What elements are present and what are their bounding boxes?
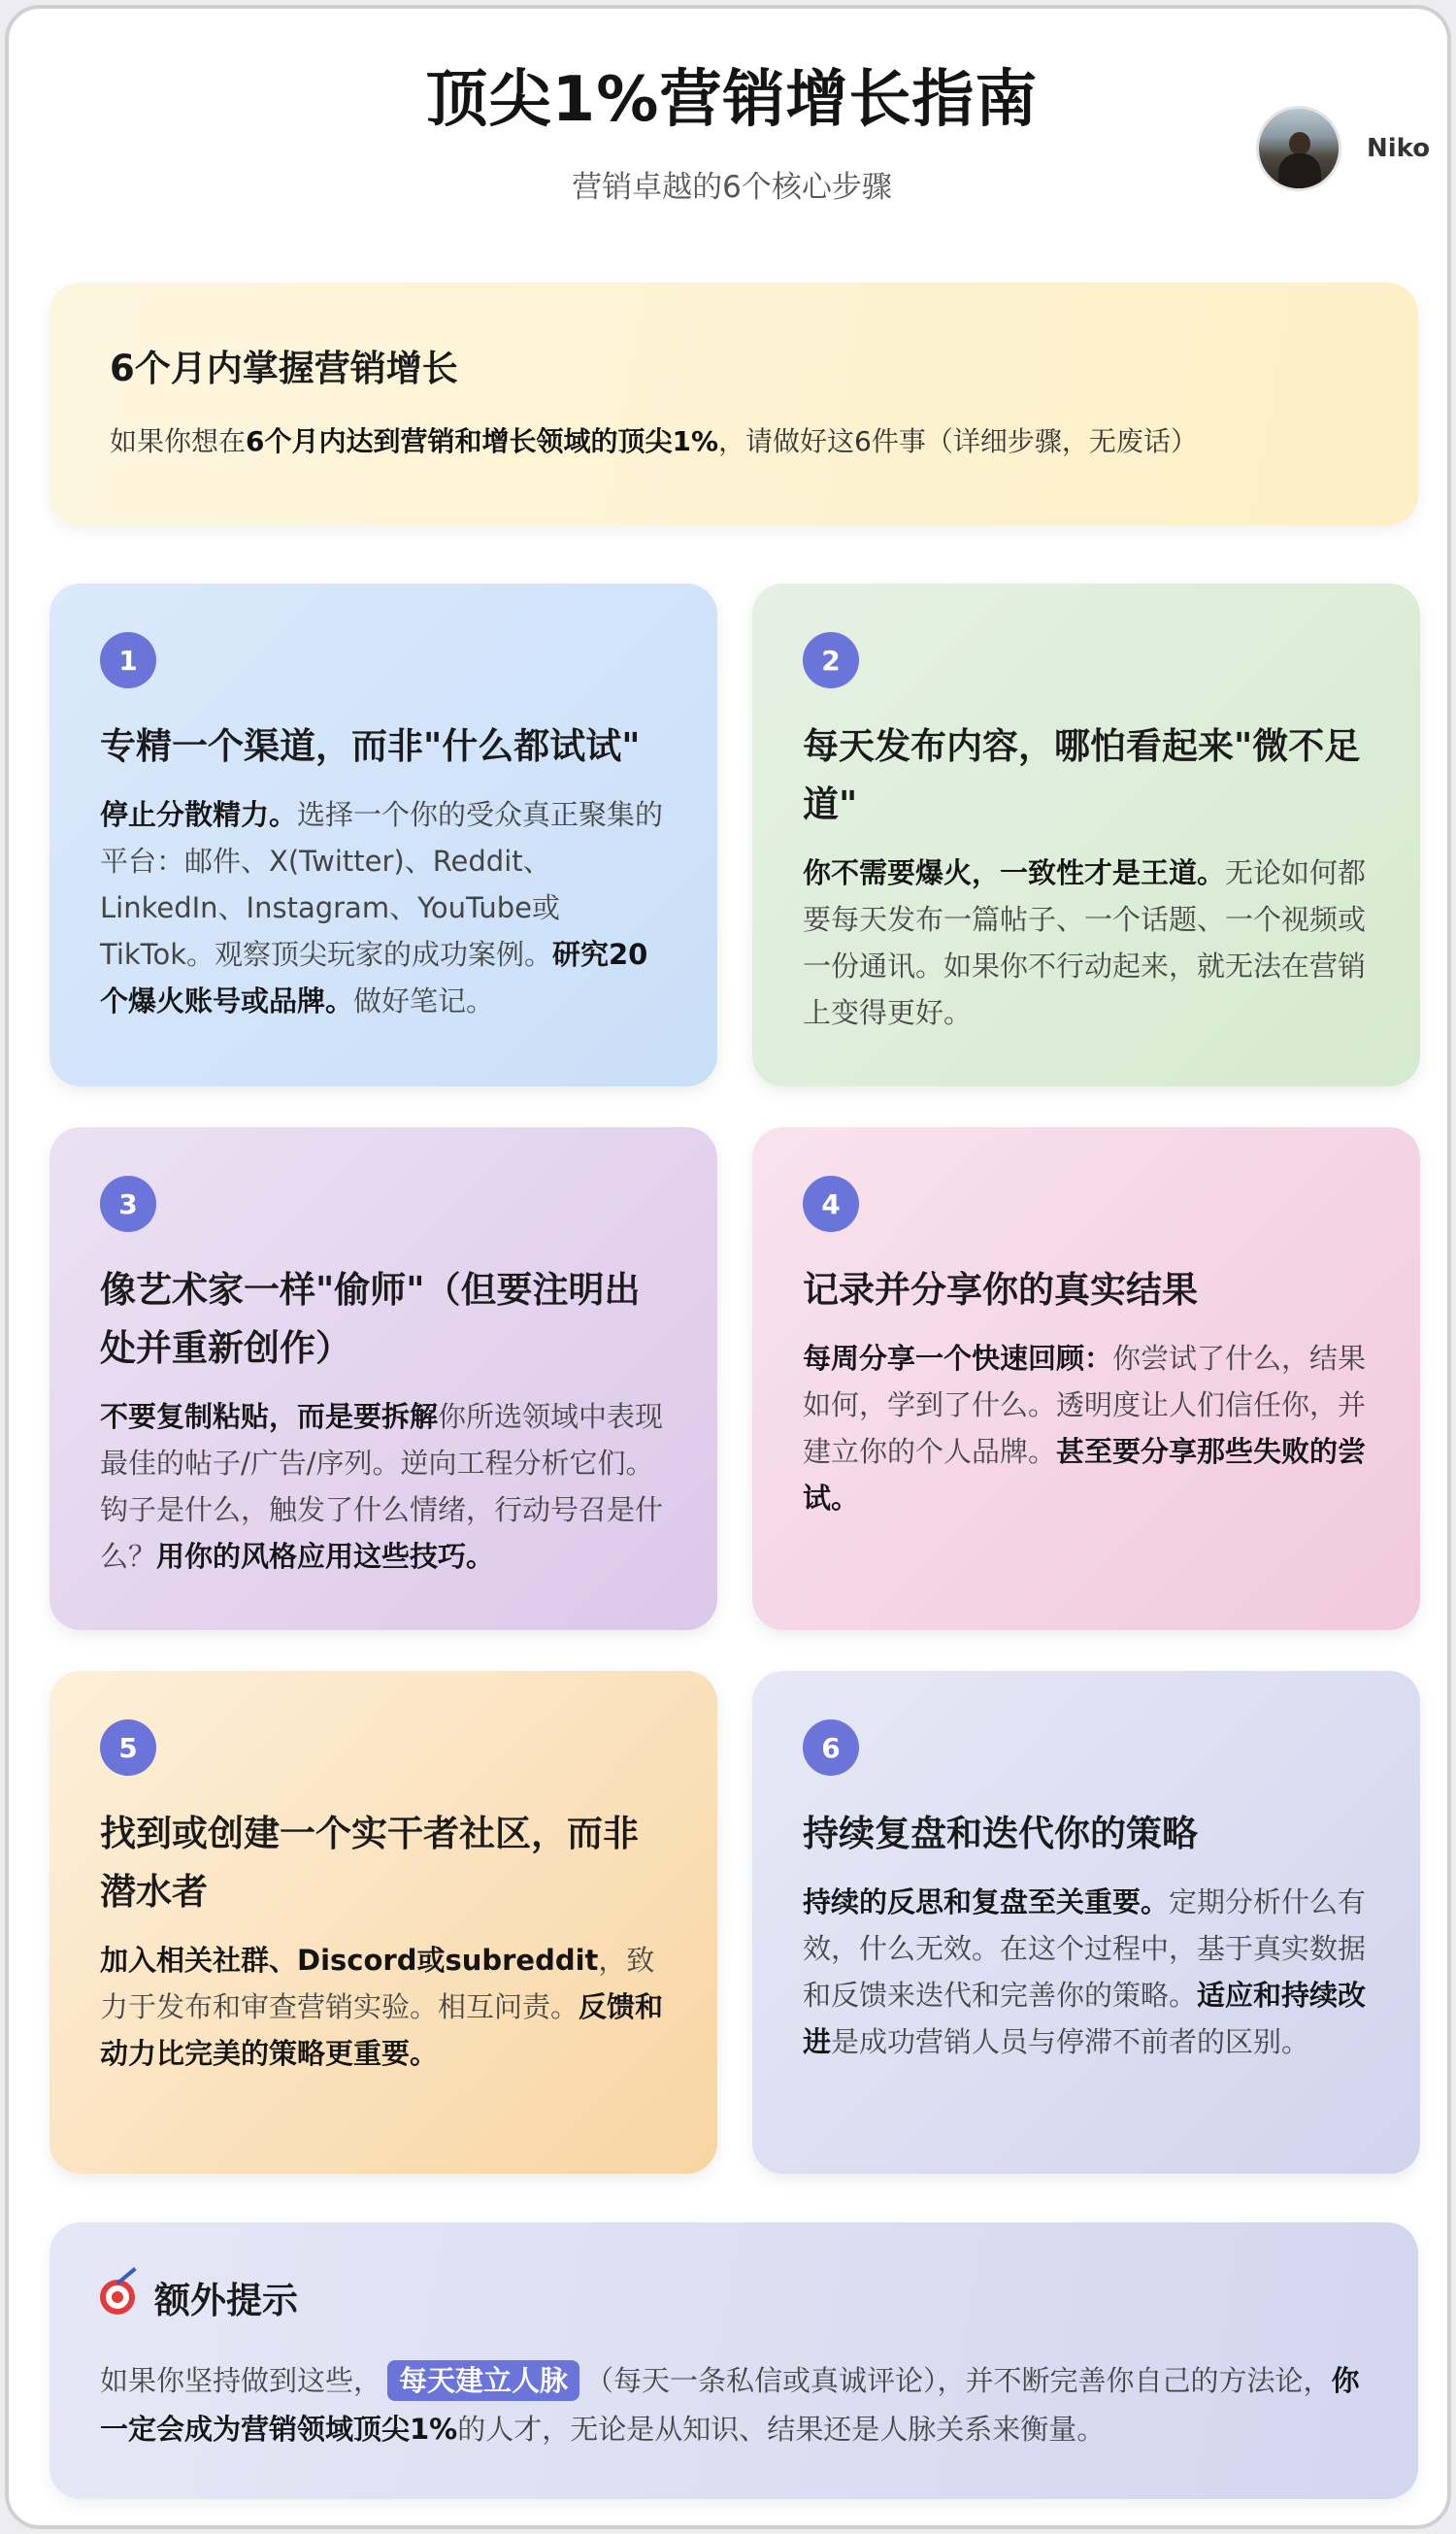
intro-title: 6个月内掌握营销增长	[110, 348, 458, 389]
step-text: 你不需要爆火，一致性才是王道。无论如何都要每天发布一篇帖子、一个话题、一个视频或一份通讯。如果你不行动起来，就无法在营销上变得更好。	[803, 856, 1367, 1029]
step-title: 专精一个渠道，而非"什么都试试"	[100, 725, 641, 767]
highlight-badge: 每天建立人脉	[387, 2360, 579, 2401]
step-card-3	[50, 1127, 717, 1630]
step-card-2	[752, 583, 1420, 1086]
step-text: 持续的反思和复盘至关重要。定期分析什么有效，什么无效。在这个过程中，基于真实数据和反馈来迭代和完善你的策略。适应和持续改进是成功营销人员与停滞不前者的区别。	[803, 1885, 1367, 2058]
step-number-badge: 1	[100, 632, 156, 688]
step-text: 每周分享一个快速回顾：你尝试了什么，结果如何，学到了什么。透明度让人们信任你，并建立你的个人品牌。甚至要分享那些失败的尝试。	[803, 1342, 1367, 1515]
bonus-tip-card	[50, 2222, 1418, 2499]
step-card-6	[752, 1671, 1420, 2174]
step-title: 持续复盘和迭代你的策略	[803, 1813, 1198, 1854]
step-title: 记录并分享你的真实结果	[803, 1269, 1198, 1311]
step-number-badge: 4	[803, 1176, 859, 1232]
intro-card	[50, 283, 1418, 525]
page-title: 顶尖1%营销增长指南	[425, 64, 1039, 136]
target-icon	[100, 2278, 139, 2317]
step-card-5	[50, 1671, 717, 2174]
step-text: 加入相关社群、Discord或subreddit，致力于发布和审查营销实验。相互问责。反馈和动力比完美的策略更重要。	[100, 1944, 664, 2070]
step-title: 找到或创建一个实干者社区，而非潜水者	[100, 1813, 639, 1913]
step-text: 不要复制粘贴，而是要拆解你所选领域中表现最佳的帖子/广告/序列。逆向工程分析它们。钩子是什么，触发了什么情绪，行动号召是什么？用你的风格应用这些技巧。	[100, 1400, 664, 1573]
step-number-badge: 5	[100, 1719, 156, 1776]
step-number-badge: 3	[100, 1176, 156, 1232]
step-text: 停止分散精力。选择一个你的受众真正聚集的平台：邮件、X(Twitter)、Reddit、LinkedIn、Instagram、YouTube或TikTok。观察顶尖玩家的成功案例。研究20个爆火账号或品牌。做好笔记。	[100, 798, 664, 1017]
page-subtitle: 营销卓越的6个核心步骤	[572, 170, 892, 205]
tip-title: 额外提示	[154, 2280, 298, 2321]
step-number-badge: 2	[803, 632, 859, 688]
step-card-4	[752, 1127, 1420, 1630]
author-profile[interactable]	[1256, 106, 1430, 191]
tip-text: 如果你坚持做到这些， 每天建立人脉 （每天一条私信或真诚评论），并不断完善你自己的方法论，你一定会成为营销领域顶尖1%的人才，无论是从知识、结果还是人脉关系来衡量。	[100, 2356, 1360, 2453]
page-frame	[5, 5, 1451, 2529]
step-title: 每天发布内容，哪怕看起来"微不足道"	[803, 725, 1361, 825]
intro-text: 如果你想在6个月内达到营销和增长领域的顶尖1%，请做好这6件事（详细步骤，无废话）	[110, 425, 1198, 457]
step-card-1	[50, 583, 717, 1086]
avatar[interactable]	[1256, 106, 1341, 191]
step-title: 像艺术家一样"偷师"（但要注明出处并重新创作）	[100, 1269, 641, 1369]
step-number-badge: 6	[803, 1719, 859, 1776]
author-name: Niko	[1367, 134, 1431, 163]
